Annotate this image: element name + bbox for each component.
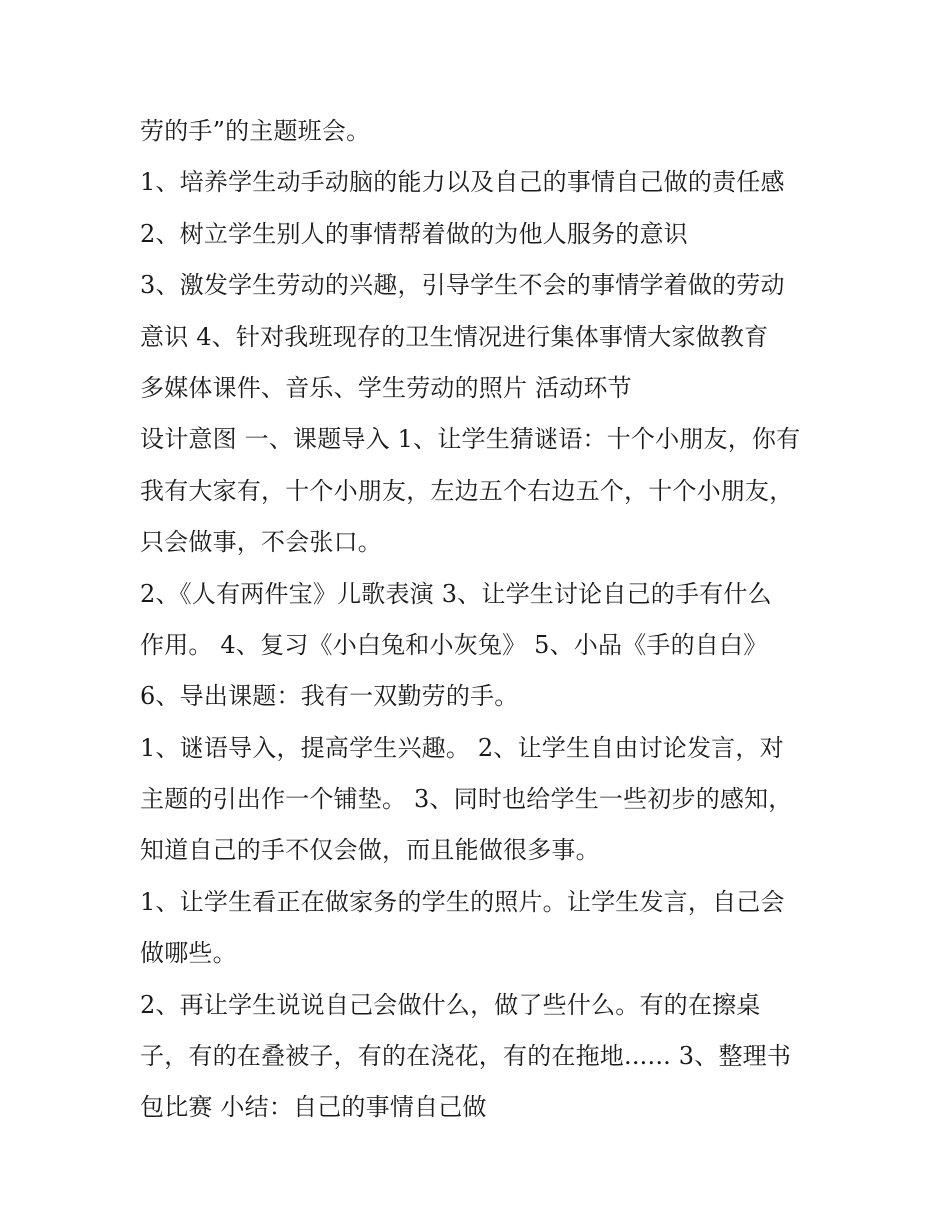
text-line: 意识 4、针对我班现存的卫生情况进行集体事情大家做教育 — [140, 322, 769, 351]
text-line: 包比赛 小结：自己的事情自己做 — [140, 1093, 487, 1122]
document-body — [140, 106, 820, 1134]
text-line: 我有大家有，十个小朋友，左边五个右边五个，十个小朋友， — [140, 476, 794, 505]
text-line: 多媒体课件、音乐、学生劳动的照片 活动环节 — [140, 373, 632, 402]
text-line: 只会做事，不会张口。 — [140, 528, 382, 557]
text-line: 做哪些。 — [140, 939, 237, 968]
text-line: 主题的引出作一个铺垫。 3、同时也给学生一些初步的感知， — [140, 785, 793, 814]
text-line: 设计意图 一、课题导入 1、让学生猜谜语：十个小朋友，你有 — [140, 425, 801, 454]
text-line: 2、再让学生说说自己会做什么，做了些什么。有的在擦桌 — [140, 990, 761, 1019]
text-line: 作用。 4、复习《小白兔和小灰兔》 5、小品《手的自白》 — [140, 630, 768, 659]
text-line: 3、激发学生劳动的兴趣，引导学生不会的事情学着做的劳动 — [140, 271, 785, 300]
text-line: 子，有的在叠被子，有的在浇花，有的在拖地...... 3、整理书 — [140, 1042, 792, 1071]
text-line: 知道自己的手不仅会做，而且能做很多事。 — [140, 836, 600, 865]
text-line: 1、谜语导入，提高学生兴趣。 2、让学生自由讨论发言，对 — [140, 733, 784, 762]
text-line: 1、培养学生动手动脑的能力以及自己的事情自己做的责任感 — [140, 168, 785, 197]
text-line: 6、导出课题：我有一双勤劳的手。 — [140, 682, 519, 711]
text-line: 2、树立学生别人的事情帮着做的为他人服务的意识 — [140, 219, 688, 248]
text-line: 2、《人有两件宝》儿歌表演 3、让学生讨论自己的手有什么 — [140, 579, 772, 608]
text-line: 1、让学生看正在做家务的学生的照片。让学生发言，自己会 — [140, 887, 785, 916]
text-line: 劳的手”的主题班会。 — [140, 117, 371, 145]
